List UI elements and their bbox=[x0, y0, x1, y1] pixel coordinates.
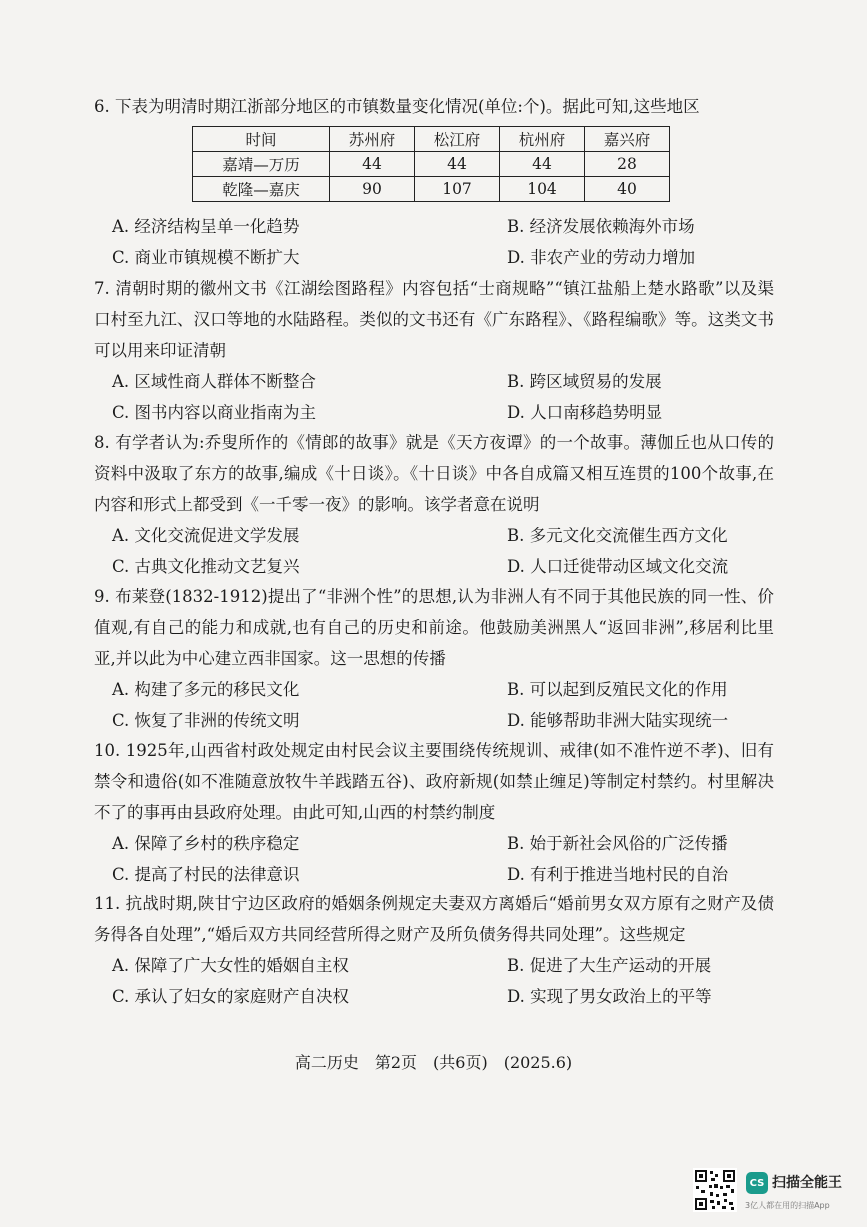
question-11 bbox=[94, 888, 774, 1012]
table-cell: 107 bbox=[415, 177, 500, 202]
table-header: 杭州府 bbox=[500, 127, 585, 152]
scanner-app-name: 扫描全能王 bbox=[772, 1175, 842, 1191]
option-c[interactable]: C. 商业市镇规模不断扩大 bbox=[112, 248, 300, 267]
option-c[interactable]: C. 古典文化推动文艺复兴 bbox=[112, 557, 300, 576]
option-b[interactable]: B. 促进了大生产运动的开展 bbox=[507, 956, 712, 975]
table-cell: 40 bbox=[585, 177, 670, 202]
question-stem: 10. 1925年,山西省村政处规定由村民会议主要围绕传统规训、戒律(如不准忤逆不孝)、旧有禁令和遗俗(如不准随意放牧牛羊践踏五谷)、政府新规(如禁止缠足)等制定村禁约。村里解决不了的事再由县政府处理。由此可知,山西的村禁约制度 bbox=[94, 741, 774, 822]
footer-total: (共6页) bbox=[433, 1053, 488, 1072]
table-header: 苏州府 bbox=[330, 127, 415, 152]
footer-date: (2025.6) bbox=[503, 1053, 573, 1072]
table-cell: 104 bbox=[500, 177, 585, 202]
option-a[interactable]: A. 经济结构呈单一化趋势 bbox=[112, 217, 300, 236]
option-c[interactable]: C. 图书内容以商业指南为主 bbox=[112, 403, 317, 422]
page-footer bbox=[0, 1050, 867, 1073]
table-header-row bbox=[193, 127, 670, 152]
question-8 bbox=[94, 427, 774, 582]
option-a[interactable]: A. 区域性商人群体不断整合 bbox=[112, 372, 316, 391]
market-town-table bbox=[192, 126, 670, 202]
footer-page: 第2页 bbox=[374, 1053, 418, 1072]
table-cell: 28 bbox=[585, 152, 670, 177]
option-d[interactable]: D. 实现了男女政治上的平等 bbox=[507, 987, 712, 1006]
option-c[interactable]: C. 恢复了非洲的传统文明 bbox=[112, 711, 300, 730]
question-stem: 8. 有学者认为:乔叟所作的《情郎的故事》就是《天方夜谭》的一个故事。薄伽丘也从口传的资料中汲取了东方的故事,编成《十日谈》。《十日谈》中各自成篇又相互连贯的100个故事,在内容和形式上都受到《一千零一夜》的影响。该学者意在说明 bbox=[94, 433, 774, 514]
option-a[interactable]: A. 文化交流促进文学发展 bbox=[112, 526, 300, 545]
qr-code-icon bbox=[693, 1168, 737, 1212]
option-d[interactable]: D. 人口迁徙带动区域文化交流 bbox=[507, 557, 729, 576]
table-row bbox=[193, 177, 670, 202]
option-b[interactable]: B. 经济发展依赖海外市场 bbox=[507, 217, 695, 236]
cs-logo-icon: CS bbox=[746, 1172, 768, 1194]
scanner-slogan: 3亿人都在用的扫描App bbox=[745, 1201, 830, 1210]
footer-subject: 高二历史 bbox=[294, 1053, 359, 1072]
table-row bbox=[193, 152, 670, 177]
option-d[interactable]: D. 非农产业的劳动力增加 bbox=[507, 248, 696, 267]
question-6-options bbox=[94, 211, 774, 273]
option-a[interactable]: A. 构建了多元的移民文化 bbox=[112, 680, 300, 699]
question-stem: 7. 清朝时期的徽州文书《江湖绘图路程》内容包括“士商规略”“镇江盐船上楚水路歌”以及渠口村至九江、汉口等地的水陆路程。类似的文书还有《广东路程》、《路程编歌》等。这类文书可以用来印证清朝 bbox=[94, 279, 774, 360]
question-7 bbox=[94, 273, 774, 428]
option-b[interactable]: B. 始于新社会风俗的广泛传播 bbox=[507, 834, 728, 853]
option-a[interactable]: A. 保障了广大女性的婚姻自主权 bbox=[112, 956, 349, 975]
table-cell: 44 bbox=[330, 152, 415, 177]
option-b[interactable]: B. 可以起到反殖民文化的作用 bbox=[507, 680, 728, 699]
table-header: 时间 bbox=[193, 127, 330, 152]
option-b[interactable]: B. 多元文化交流催生西方文化 bbox=[507, 526, 728, 545]
option-d[interactable]: D. 有利于推进当地村民的自治 bbox=[507, 865, 729, 884]
table-cell: 乾隆—嘉庆 bbox=[193, 177, 330, 202]
option-a[interactable]: A. 保障了乡村的秩序稳定 bbox=[112, 834, 300, 853]
table-header: 松江府 bbox=[415, 127, 500, 152]
option-d[interactable]: D. 人口南移趋势明显 bbox=[507, 403, 663, 422]
table-cell: 44 bbox=[415, 152, 500, 177]
table-cell: 嘉靖—万历 bbox=[193, 152, 330, 177]
table-cell: 44 bbox=[500, 152, 585, 177]
question-6 bbox=[94, 91, 774, 122]
option-b[interactable]: B. 跨区域贸易的发展 bbox=[507, 372, 662, 391]
table-cell: 90 bbox=[330, 177, 415, 202]
question-10 bbox=[94, 735, 774, 890]
option-c[interactable]: C. 承认了妇女的家庭财产自决权 bbox=[112, 987, 350, 1006]
question-stem: 9. 布莱登(1832-1912)提出了“非洲个性”的思想,认为非洲人有不同于其他民族的同一性、价值观,有自己的能力和成就,也有自己的历史和前途。他鼓励美洲黑人“返回非洲”,移居利比里亚,并以此为中心建立西非国家。这一思想的传播 bbox=[94, 587, 774, 668]
question-stem: 6. 下表为明清时期江浙部分地区的市镇数量变化情况(单位:个)。据此可知,这些地区 bbox=[94, 97, 700, 116]
option-c[interactable]: C. 提高了村民的法律意识 bbox=[112, 865, 300, 884]
question-9 bbox=[94, 581, 774, 736]
question-stem: 11. 抗战时期,陕甘宁边区政府的婚姻条例规定夫妻双方离婚后“婚前男女双方原有之财产及债务得各自处理”,“婚后双方共同经营所得之财产及所负债务得共同处理”。这些规定 bbox=[94, 894, 774, 944]
table-header: 嘉兴府 bbox=[585, 127, 670, 152]
option-d[interactable]: D. 能够帮助非洲大陆实现统一 bbox=[507, 711, 729, 730]
